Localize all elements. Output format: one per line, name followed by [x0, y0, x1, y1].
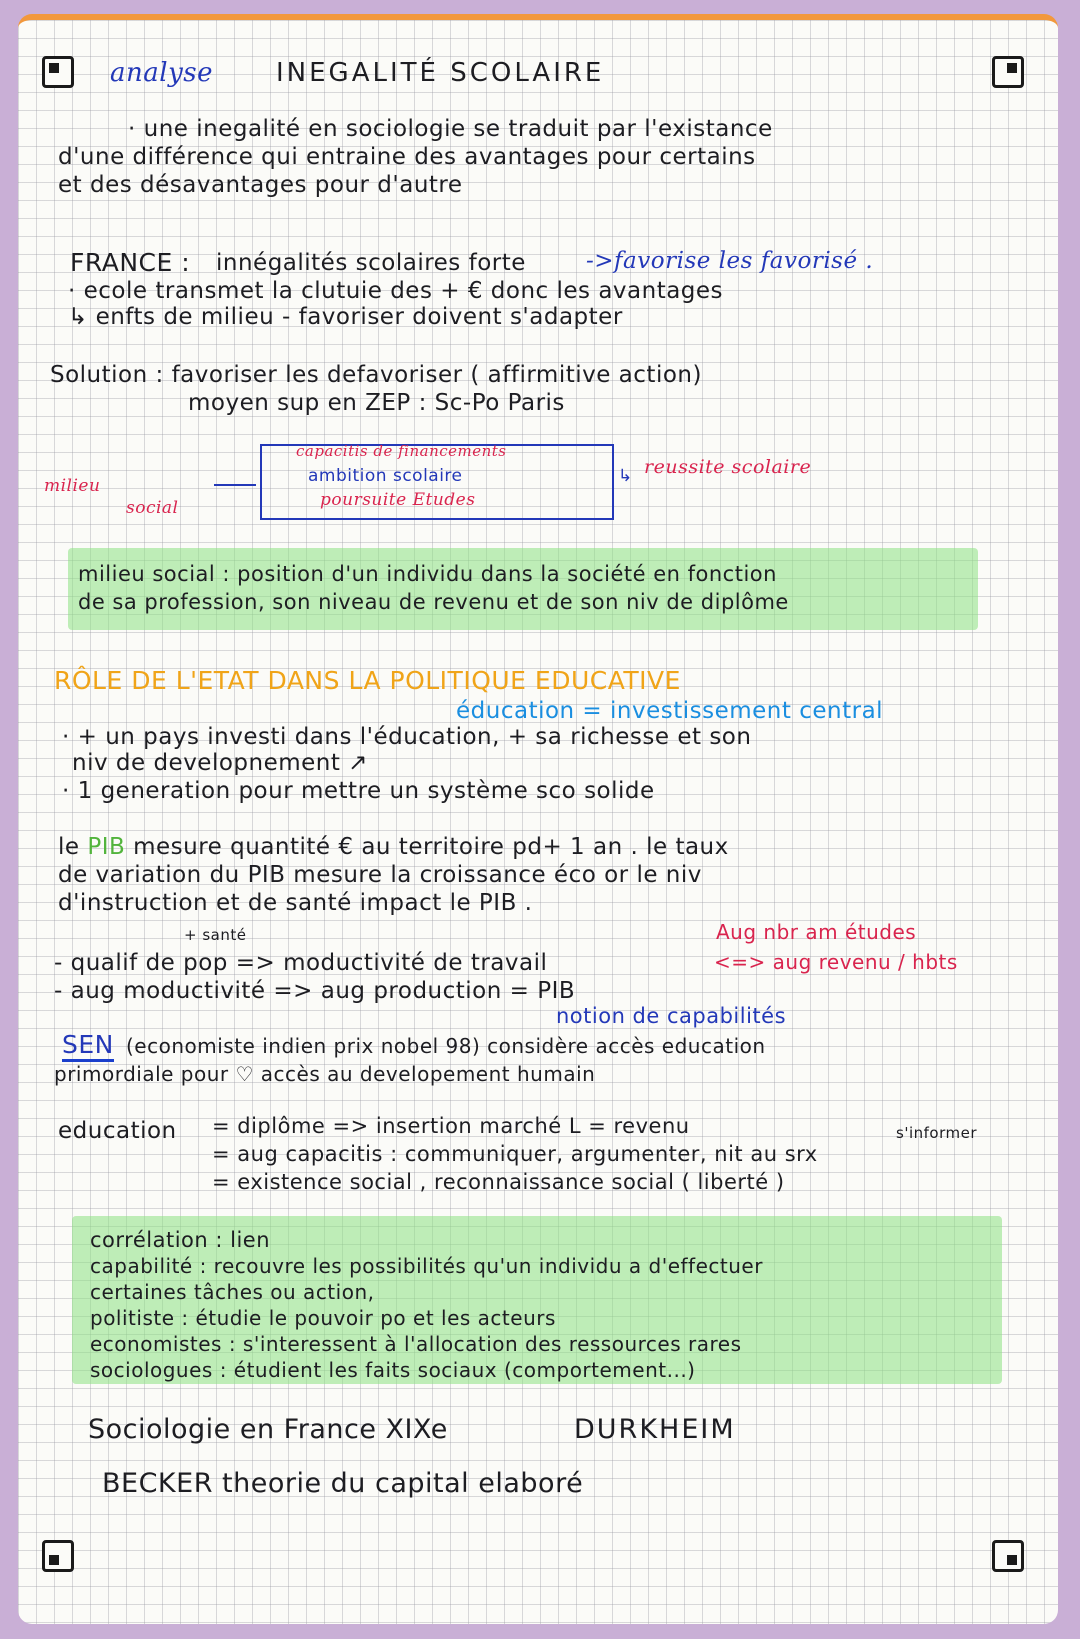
def-line-1: corrélation : lien	[90, 1228, 271, 1252]
role-line-3: · 1 generation pour mettre un système sco solide	[62, 778, 655, 804]
pib-line-1	[58, 834, 729, 860]
sen-name: SEN	[62, 1030, 114, 1062]
def-line-6: sociologues : étudient les faits sociaux (comportement...)	[90, 1358, 696, 1382]
prod-line-2: - aug moductivité => aug production = PIB	[54, 978, 576, 1004]
sen-line-2: primordiale pour ♡ accès au developement humain	[54, 1062, 596, 1086]
role-line-1: · + un pays investi dans l'éducation, + sa richesse et son	[62, 724, 752, 750]
education-row-1: = diplôme => insertion marché L = revenu	[212, 1114, 690, 1138]
arrow-to-result-icon: ↳	[618, 466, 633, 486]
pib-pre: le	[58, 834, 80, 860]
def-milieu-line-2: de sa profession, son niveau de revenu et de son niv de diplôme	[78, 590, 789, 614]
def-line-5: economistes : s'interessent à l'allocation des ressources rares	[90, 1332, 742, 1356]
arrow-to-box	[214, 484, 256, 486]
intro-line-3: et des désavantages pour d'autre	[58, 172, 463, 198]
pib-line-2: de variation du PIB mesure la croissance éco or le niv	[58, 862, 702, 888]
note-informer: s'informer	[896, 1124, 977, 1142]
education-row-3: = existence social , reconnaissance social ( liberté )	[212, 1170, 785, 1194]
solution-line-2: moyen sup en ZEP : Sc-Po Paris	[188, 390, 565, 416]
note-red-2: <=> aug revenu / hbts	[714, 950, 958, 974]
highlight-milieu	[68, 548, 978, 630]
france-text: innégalités scolaires forte	[216, 250, 526, 276]
note-red-1: Aug nbr am études	[716, 920, 917, 944]
def-milieu-line-1: milieu social : position d'un individu dans la société en fonction	[78, 562, 777, 586]
footer-line-1: Sociologie en France XIXe	[88, 1414, 448, 1445]
role-line-2: niv de developnement ↗	[72, 750, 368, 776]
diagram-left-2: social	[126, 498, 179, 518]
pib-post: mesure quantité € au territoire pd+ 1 an . le taux	[133, 834, 729, 860]
corner-marker-icon	[42, 1540, 74, 1572]
diagram-box-item-3: poursuite Etudes	[320, 490, 476, 510]
france-line-2: · ecole transmet la clutuie des + € donc les avantages	[68, 278, 724, 304]
corner-marker-icon	[42, 56, 74, 88]
france-label: FRANCE :	[70, 248, 191, 277]
diagram-left-1: milieu	[44, 476, 101, 496]
role-subtitle: éducation = investissement central	[456, 698, 884, 724]
education-row-2: = aug capacitis : communiquer, argumenter, nit au srx	[212, 1142, 818, 1166]
corner-marker-icon	[992, 1540, 1024, 1572]
pib-keyword: PIB	[87, 834, 126, 860]
role-title: RÔLE DE L'ETAT DANS LA POLITIQUE EDUCATIVE	[54, 666, 681, 695]
intro-line-1: · une inegalité en sociologie se traduit par l'existance	[128, 116, 773, 142]
france-line-3: ↳ enfts de milieu - favoriser doivent s'adapter	[68, 304, 623, 330]
pib-line-3: d'instruction et de santé impact le PIB .	[58, 890, 533, 916]
sen-line-1: (economiste indien prix nobel 98) considère accès education	[126, 1034, 766, 1058]
solution-line-1: Solution : favoriser les defavoriser ( affirmitive action)	[50, 362, 702, 388]
diagram-box-item-1: capacitis de financements	[296, 442, 507, 460]
page-title: INEGALITÉ SCOLAIRE	[276, 58, 605, 88]
note-sante: + santé	[184, 926, 247, 944]
diagram-result: reussite scolaire	[644, 456, 812, 478]
capabilites-note: notion de capabilités	[556, 1004, 787, 1028]
intro-line-2: d'une différence qui entraine des avantages pour certains	[58, 144, 756, 170]
notebook-page	[18, 14, 1058, 1624]
corner-marker-icon	[992, 56, 1024, 88]
diagram-box-item-2: ambition scolaire	[308, 466, 463, 486]
def-line-4: politiste : étudie le pouvoir po et les acteurs	[90, 1306, 556, 1330]
france-arrow-note: ->favorise les favorisé .	[586, 248, 874, 274]
footer-line-2: BECKER theorie du capital elaboré	[102, 1468, 584, 1499]
header-tag: analyse	[110, 58, 213, 88]
def-line-3: certaines tâches ou action,	[90, 1280, 375, 1304]
education-label: education	[58, 1118, 177, 1144]
prod-line-1: - qualif de pop => moductivité de travail	[54, 950, 548, 976]
def-line-2: capabilité : recouvre les possibilités qu'un individu a d'effectuer	[90, 1254, 763, 1278]
footer-durkheim: DURKHEIM	[574, 1414, 736, 1445]
